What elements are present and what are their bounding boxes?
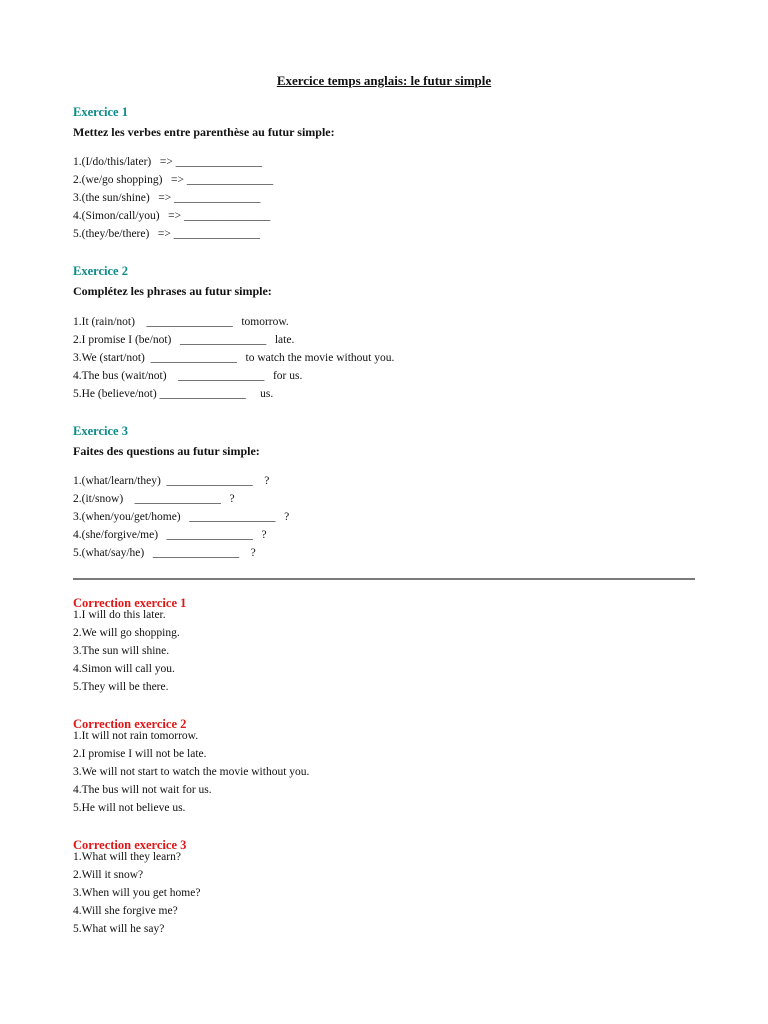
correction-1-line: 1.I will do this later. (73, 609, 166, 621)
correction-2-line: 3.We will not start to watch the movie without you. (73, 766, 310, 778)
exercise-2-line: 5.He (believe/not) _______________ us. (73, 388, 274, 400)
page-title: Exercice temps anglais: le futur simple (276, 73, 492, 88)
correction-2-heading: Correction exercice 2 (73, 717, 187, 731)
exercise-2-line: 1.It (rain/not) _______________ tomorrow. (73, 316, 289, 328)
correction-1-line: 3.The sun will shine. (73, 645, 170, 657)
correction-2-line: 5.He will not believe us. (73, 802, 186, 814)
exercise-1-line: 3.(the sun/shine) => _______________ (73, 192, 261, 204)
exercise-2-instruction: Complétez les phrases au futur simple: (73, 284, 272, 298)
exercise-2-line: 4.The bus (wait/not) _______________ for us. (73, 370, 303, 382)
section-divider (73, 578, 695, 580)
exercise-2-line: 3.We (start/not) _______________ to watch the movie without you. (73, 352, 395, 364)
correction-1-line: 2.We will go shopping. (73, 627, 180, 639)
correction-3-line: 3.When will you get home? (73, 887, 201, 899)
exercise-1-instruction: Mettez les verbes entre parenthèse au futur simple: (73, 125, 335, 139)
exercise-3-instruction: Faites des questions au futur simple: (73, 444, 260, 458)
exercise-2-heading: Exercice 2 (73, 264, 128, 278)
correction-3-line: 1.What will they learn? (73, 851, 181, 863)
correction-3-line: 5.What will he say? (73, 923, 165, 935)
exercise-3-line: 1.(what/learn/they) _______________ ? (73, 475, 270, 487)
exercise-3-heading: Exercice 3 (73, 424, 128, 438)
correction-1-line: 4.Simon will call you. (73, 663, 175, 675)
correction-1-line: 5.They will be there. (73, 681, 169, 693)
correction-2-line: 2.I promise I will not be late. (73, 748, 207, 760)
exercise-1-heading: Exercice 1 (73, 105, 128, 119)
correction-1-heading: Correction exercice 1 (73, 596, 187, 610)
correction-2-line: 4.The bus will not wait for us. (73, 784, 212, 796)
exercise-3-line: 4.(she/forgive/me) _______________ ? (73, 529, 267, 541)
exercise-1-line: 2.(we/go shopping) => _______________ (73, 174, 274, 186)
exercise-3-line: 2.(it/snow) _______________ ? (73, 493, 235, 505)
exercise-2-line: 2.I promise I (be/not) _______________ late. (73, 334, 295, 346)
exercise-1-line: 1.(I/do/this/later) => _______________ (73, 156, 262, 168)
exercise-1-line: 4.(Simon/call/you) => _______________ (73, 210, 271, 222)
exercise-3-line: 3.(when/you/get/home) _______________ ? (73, 511, 290, 523)
correction-3-line: 2.Will it snow? (73, 869, 144, 881)
exercise-3-line: 5.(what/say/he) _______________ ? (73, 547, 256, 559)
correction-3-heading: Correction exercice 3 (73, 838, 187, 852)
correction-2-line: 1.It will not rain tomorrow. (73, 730, 199, 742)
correction-3-line: 4.Will she forgive me? (73, 905, 178, 917)
exercise-1-line: 5.(they/be/there) => _______________ (73, 228, 261, 240)
